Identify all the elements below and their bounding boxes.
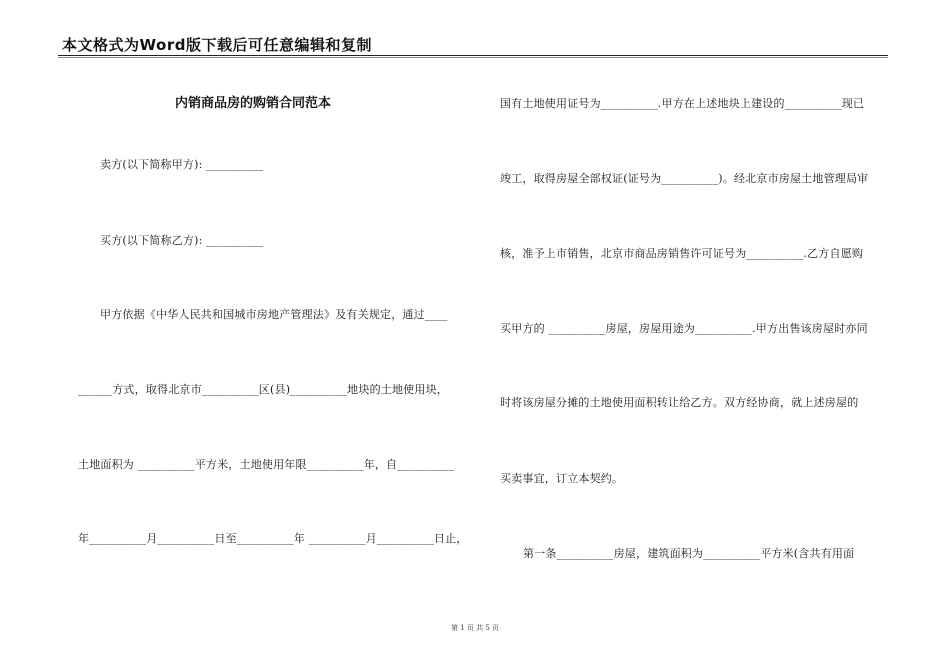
left-paragraph-line: 年__________月__________日至__________年 __________月__________日止，: [78, 532, 468, 545]
contract-title: 内销商品房的购销合同范本: [175, 96, 332, 111]
right-paragraph-line: 买甲方的 __________房屋，房屋用途为__________.甲方出售该房屋时亦同: [500, 322, 868, 335]
seller-line: 卖方(以下简称甲方): __________: [100, 158, 264, 171]
left-paragraph-line: ______方式，取得北京市__________区(县)__________地块的土地使用块，: [78, 383, 448, 396]
buyer-line: 买方(以下简称乙方): __________: [100, 234, 264, 247]
left-paragraph-line: 甲方依据《中华人民共和国城市房地产管理法》及有关规定，通过____: [100, 308, 448, 321]
header-divider: [58, 55, 888, 56]
right-paragraph-line: 核，准予上市销售，北京市商品房销售许可证号为__________.乙方自愿购: [500, 247, 864, 260]
document-header-title: 本文格式为Word版下载后可任意编辑和复制: [62, 36, 372, 54]
right-paragraph-line: 买卖事宜，订立本契约。: [500, 472, 624, 485]
page-number-footer: 第 1 页 共 5 页: [450, 624, 500, 632]
header-divider-thin: [58, 57, 888, 58]
right-paragraph-line: 国有土地使用证号为__________.甲方在上述地块上建设的__________现已: [500, 97, 865, 110]
left-paragraph-line: 土地面积为 __________平方米，土地使用年限__________年，自__________: [78, 458, 455, 471]
right-paragraph-line: 时将该房屋分摊的土地使用面积转让给乙方。双方经协商，就上述房屋的: [500, 396, 859, 409]
right-paragraph-line: 竣工，取得房屋全部权证(证号为__________)。经北京市房屋土地管理局审: [500, 172, 869, 185]
article-one-line: 第一条__________房屋，建筑面积为__________平方米(含共有用面: [523, 547, 855, 560]
